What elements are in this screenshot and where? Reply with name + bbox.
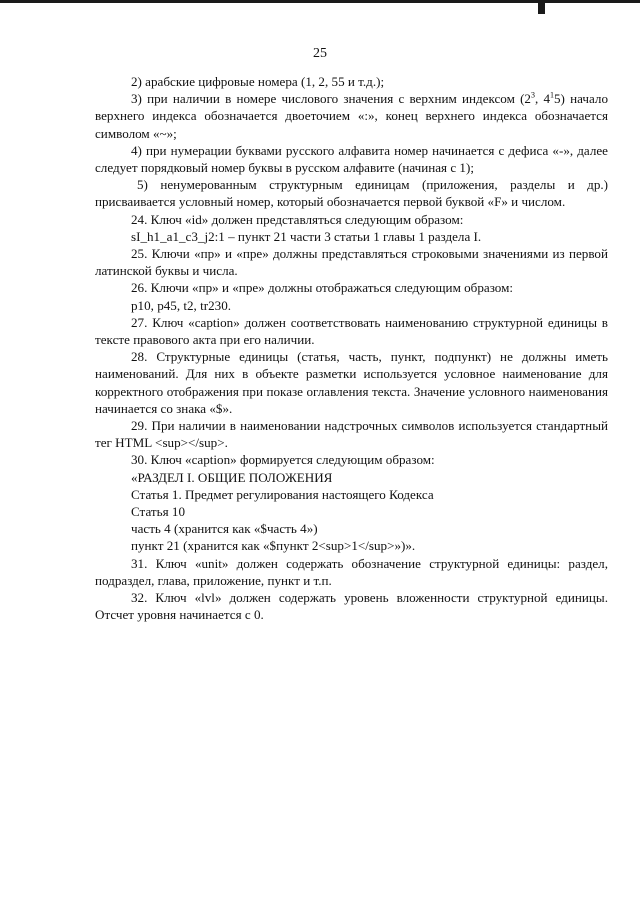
text-fragment: 5) начало верхнего индекса обозначается двоеточием «:», конец верхнего индекса обозначается символом «~»; <box>95 91 608 141</box>
paragraph-31: 31. Ключ «unit» должен содержать обозначение структурной единицы: раздел, подраздел, глава, приложение, пункт и т.п. <box>95 555 608 588</box>
caption-example-article-1: Статья 1. Предмет регулирования настоящего Кодекса <box>131 486 434 502</box>
paragraph-29: 29. При наличии в наименовании надстрочных символов используется стандартный тег HTML <sup></sup>. <box>95 418 608 451</box>
superscript: 1 <box>550 90 554 100</box>
paragraph-32: 32. Ключ «lvl» должен содержать уровень вложенности структурной единицы. Отсчет уровня начинается с 0. <box>95 590 608 623</box>
paragraph-russian-letters: 4) при нумерации буквами русского алфавита номер начинается с дефиса «-», далее следует порядковый номер буквы в русском алфавите (начиная с 1); <box>95 142 608 176</box>
caption-example-point: пункт 21 (хранится как «$пункт 2<sup>1</sup>»)». <box>131 538 416 554</box>
paragraph-arabic-numbers: 2) арабские цифровые номера (1, 2, 55 и т.д.); <box>131 74 385 89</box>
id-example: sI_h1_a1_c3_j2:1 – пункт 21 части 3 статьи 1 главы 1 раздела I. <box>131 228 482 244</box>
page-number: 25 <box>313 46 327 61</box>
superscript: 3 <box>530 90 535 100</box>
paragraph-26: 26. Ключи «пр» и «пре» должны отображаться следующим образом: <box>131 280 514 296</box>
caption-example-part: часть 4 (хранится как «$часть 4») <box>131 521 318 537</box>
text-fragment: 3) при наличии в номере числового значения с верхним индексом (2 <box>131 91 531 107</box>
text-fragment: , 4 <box>534 91 550 107</box>
caption-example-article-10: Статья 10 <box>131 504 185 520</box>
caption-example-section: «РАЗДЕЛ I. ОБЩИЕ ПОЛОЖЕНИЯ <box>131 469 333 485</box>
paragraph-28: 28. Структурные единицы (статья, часть, пункт, подпункт) не должны иметь наименований. Для них в объекте разметки используется условное наименование для корректного отображения при показе оглавления текста. Значение условного наименования начинается со знака «$». <box>95 349 608 416</box>
paragraph-30: 30. Ключ «caption» формируется следующим образом: <box>131 452 435 468</box>
pr-example: p10, p45, t2, tr230. <box>131 297 232 313</box>
scan-edge-mark <box>538 0 545 14</box>
paragraph-unnumbered-units: 5) ненумерованным структурным единицам (приложения, разделы и др.) присваивается условный номер, который обозначается первой буквой «F» и числом. <box>95 177 608 210</box>
paragraph-25: 25. Ключи «пр» и «пре» должны представляться строковыми значениями из первой латинской буквы и числа. <box>95 246 608 279</box>
paragraph-24: 24. Ключ «id» должен представляться следующим образом: <box>131 211 464 227</box>
paragraph-27: 27. Ключ «caption» должен соответствовать наименованию структурной единицы в тексте правового акта при его наличии. <box>95 314 608 348</box>
document-body <box>95 73 608 624</box>
paragraph-superscript-index <box>95 90 608 142</box>
